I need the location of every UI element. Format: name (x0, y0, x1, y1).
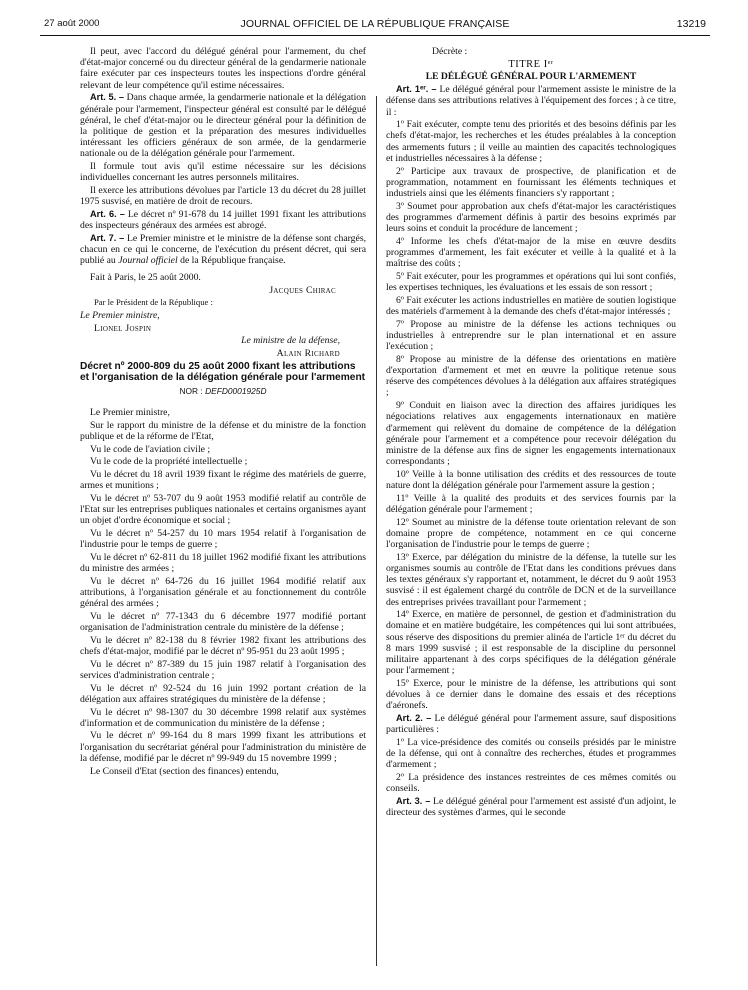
visa-item: Vu le décret nº 99-164 du 8 mars 1999 fixant les attributions et l'organisation du secrétariat général pour l'administration du ministère de la défense, modifié par le décret nº 99-949 du 15 novembre 1999 ; (80, 730, 366, 764)
nor-reference (80, 386, 366, 397)
signer-name: Jacques Chirac (269, 284, 336, 296)
article-1-item: 7º Propose au ministre de la défense les actions techniques ou industrielles à entreprendre sur le plan international et en assure l'exécution ; (386, 318, 676, 353)
page-header (40, 14, 710, 36)
visa-item: Vu le décret du 18 avril 1939 fixant le régime des matériels de guerre, armes et munitions ; (80, 469, 366, 492)
article-5-paragraph-2: Il formule tout avis qu'il estime nécessaire sur les décisions individuelles concernant les autres personnels militaires. (80, 161, 366, 184)
article-1-item: 14º Exerce, en matière de personnel, de gestion et d'administration du domaine et en matière budgétaire, les compétences qui lui sont attribuées, sous réserve des dispositions du premier alinéa de l'article 1ᵉʳ du décret du 8 mars 1999 susvisé ; il est responsable de la discipline du personnel militaire appartenant à des corps spécifiques de la délégation générale pour l'armement ; (386, 609, 676, 677)
header-page-number: 13219 (676, 18, 706, 30)
article-7-label: Art. 7. – (90, 232, 125, 243)
le-premier-ministre: Le Premier ministre, (90, 406, 170, 418)
article-1 (386, 84, 676, 118)
header-rule (40, 35, 710, 36)
article-3-label: Art. 3. – (396, 796, 431, 806)
premier-ministre-title: Le Premier ministre, (80, 309, 160, 321)
decrete: Décrète : (432, 46, 468, 57)
article-7 (80, 233, 366, 267)
header-journal-title: JOURNAL OFFICIEL DE LA RÉPUBLIQUE FRANÇAISE (240, 18, 510, 30)
article-5-text: Dans chaque armée, la gendarmerie nationale et la délégation générale pour l'armement, l'inspecteur général est consulté par le délégué général, le chef d'état-major ou le directeur général pour la définition de la politique de gestion et la préparation des mesures individuelles intéressant les officiers généraux de son armée, de la gendarmerie nationale ou de la délégation générale pour l'armement. (80, 92, 366, 160)
article-1-item: 5º Fait exécuter, pour les programmes et opérations qui lui sont confiés, les expertises techniques, les évaluations et les essais de son ressort ; (386, 270, 676, 294)
article-1-item: 12º Soumet au ministre de la défense toute orientation relevant de son domaine propre de compétence, notamment en ce qui concerne l'organisation de l'industrie pour le temps de guerre ; (386, 516, 676, 551)
visa-item: Vu le code de la propriété intellectuelle ; (90, 456, 248, 468)
visa-item: Vu le décret nº 54-257 du 10 mars 1954 relatif à l'organisation de l'industrie pour le temps de guerre ; (80, 528, 366, 551)
visa-item: Vu le décret nº 62-811 du 18 juillet 1962 modifié fixant les attributions du ministre des armées ; (80, 551, 366, 575)
article-1-item: 13º Exerce, par délégation du ministre de la défense, la tutelle sur les organismes soumis au contrôle de l'Etat dans les conditions prévues dans les textes généraux s'y rapportant et, notamment, le décret du 9 août 1953 susvisé : il est également chargé du contrôle de DCN et de la surveillance des entreprises privées travaillant pour l'armement ; (386, 551, 676, 608)
nor-label: NOR : (179, 385, 206, 396)
article-2-item: 1º La vice-présidence des comités ou conseils présidés par le ministre de la défense, qui ont à connaître des recherches, études et programmes d'armement ; (386, 736, 676, 771)
article-1-item: 8º Propose au ministre de la défense des orientations en matière d'exportation d'armement et met en œuvre la politique retenue sous réserve des compétences dévolues à la délégation aux affaires stratégiques ; (386, 353, 676, 399)
visa-item: Vu le décret nº 77-1343 du 6 décembre 1977 modifié portant organisation de l'administration centrale du ministère de la défense ; (80, 610, 366, 634)
article-5 (80, 92, 366, 159)
visa-item: Vu le code de l'aviation civile ; (90, 443, 211, 455)
ministre-defense-title: Le ministre de la défense, (241, 335, 340, 347)
titre-subheading: LE DÉLÉGUÉ GÉNÉRAL POUR L'ARMEMENT (425, 71, 637, 83)
visa-item: Vu le décret nº 98-1307 du 30 décembre 1998 relatif aux systèmes d'information et de communication du ministère de la défense ; (80, 706, 366, 729)
article-3 (386, 796, 676, 818)
header-date: 27 août 2000 (44, 18, 100, 29)
visa-item: Le Conseil d'Etat (section des finances) entendu, (90, 765, 279, 777)
fait-a-paris: Fait à Paris, le 25 août 2000. (90, 271, 201, 283)
article-1-text: Le délégué général pour l'armement assiste le ministre de la défense dans ses attributions relatives à l'équipement des forces ; à ce titre, il : (386, 84, 676, 118)
premier-ministre-name: Lionel Jospin (94, 322, 152, 334)
article-6-text: Le décret nº 91-678 du 14 juillet 1991 fixant les attributions des inspecteurs généraux des armées est abrogé. (80, 208, 366, 232)
article-1-item: 9º Conduit en liaison avec la direction des affaires juridiques les négociations relatives aux engagements internationaux en matière d'armement qui relèvent du domaine de compétence de la délégation générale pour l'armement et a compétence pour recevoir délégation du ministre de la défense aux fins de signer les engagements internationaux correspondants ; (386, 400, 676, 468)
article-2-item: 2º La présidence des instances restreintes de ces mêmes comités ou conseils. (386, 772, 676, 795)
ministre-defense-name: Alain Richard (276, 348, 340, 360)
visa-item: Vu le décret nº 87-389 du 15 juin 1987 relatif à l'organisation des services d'administration centrale ; (80, 658, 366, 681)
visa-item: Vu le décret nº 64-726 du 16 juillet 1964 modifié relatif aux attributions, à l'organisation générale et au fonctionnement du contrôle général des armées ; (80, 575, 366, 610)
article-1-item: 1º Fait exécuter, compte tenu des priorités et des besoins définis par les chefs d'état-major, les recherches et les études préalables à la conception des armements futurs ; il veille au maintien des capacités technologiques et industrielles nécessaires à la défense ; (386, 119, 676, 164)
titre-heading: TITRE Iᵉʳ (508, 58, 554, 70)
article-1-item: 11º Veille à la qualité des produits et des services fournis par la délégation générale pour l'armement ; (386, 492, 676, 515)
article-6 (80, 209, 366, 231)
article-7-text-b: de la République française. (177, 255, 286, 267)
article-5-paragraph-3: Il exerce les attributions dévolues par l'article 13 du décret du 28 juillet 1975 susvisé, en matière de droit de recours. (80, 184, 366, 208)
article-1-item: 4º Informe les chefs d'état-major de la mise en œuvre desdits programmes d'armement, les fait exécuter et veille à la qualité et à la maîtrise des coûts ; (386, 235, 676, 270)
visa-item: Sur le rapport du ministre de la défense et du ministre de la fonction publique et de la réforme de l'Etat, (80, 419, 366, 442)
par-le-president: Par le Président de la République : (94, 297, 213, 308)
article-1-item: 3º Soumet pour approbation aux chefs d'état-major les caractéristiques des programmes d'armement définis à partir des besoins exprimés par leurs soins et conduit la procédure de lancement ; (386, 200, 676, 235)
article-6-label: Art. 6. – (90, 208, 125, 219)
visa-item: Vu le décret nº 92-524 du 16 juin 1992 portant création de la délégation aux affaires stratégiques du ministère de la défense ; (80, 682, 366, 705)
article-7-italic: Journal officiel (118, 255, 178, 267)
article-2-text: Le délégué général pour l'armement assure, sauf dispositions particulières : (386, 713, 677, 736)
visa-item: Vu le décret nº 53-707 du 9 août 1953 modifié relatif au contrôle de l'Etat sur les entreprises publiques nationales et certains organismes ayant un objet d'ordre économique et social ; (80, 492, 366, 527)
article-1-item: 6º Fait exécuter les actions industrielles en matière de soutien logistique des matériels d'armement à la demande des chefs d'état-major intéressés ; (386, 294, 676, 317)
nor-value: DEFD0001925D (205, 385, 267, 396)
right-column (386, 46, 676, 820)
left-column (80, 46, 366, 778)
article-1-item: 15º Exerce, pour le ministre de la défense, les attributions qui sont dévolues à ce dernier dans le domaine des essais et des réceptions d'aéronefs. (386, 677, 676, 712)
article-1-item: 2º Participe aux travaux de prospective, de planification et de programmation, notamment en fournissant les éléments techniques et industriels ainsi que les éléments financiers s'y rapportant ; (386, 165, 676, 199)
article-7-text-a: Le Premier ministre et le ministre de la défense sont chargés, chacun en ce qui le concerne, de l'exécution du présent décret, qui sera publié au (80, 232, 367, 267)
article-1-label: Art. 1ᵉʳ. – (396, 84, 437, 95)
article-1-item: 10º Veille à la bonne utilisation des crédits et des ressources de toute nature dont la délégation générale pour l'armement assure la gestion ; (386, 468, 676, 492)
visa-item: Vu le décret nº 82-138 du 8 février 1982 fixant les attributions des chefs d'état-major, modifié par le décret nº 95-951 du 23 août 1995 ; (80, 634, 366, 658)
article-3-text: Le délégué général pour l'armement est assisté d'un adjoint, le directeur des systèmes d'armes, qui le seconde (386, 796, 676, 819)
article-2 (386, 713, 676, 735)
decret-title: Décret nº 2000-809 du 25 août 2000 fixant les attributions et l'organisation de la délégation générale pour l'armement (80, 360, 366, 384)
paragraph-intro: Il peut, avec l'accord du délégué général pour l'armement, du chef d'état-major concerné ou du directeur général de la gendarmerie nationale faire exécuter par ces inspecteurs toutes les inspections d'ordre général relevant de leur compétence qu'il estime nécessaires. (80, 46, 366, 91)
column-divider (376, 96, 377, 966)
article-5-label: Art. 5. – (90, 92, 125, 103)
article-2-label: Art. 2. – (396, 713, 432, 724)
